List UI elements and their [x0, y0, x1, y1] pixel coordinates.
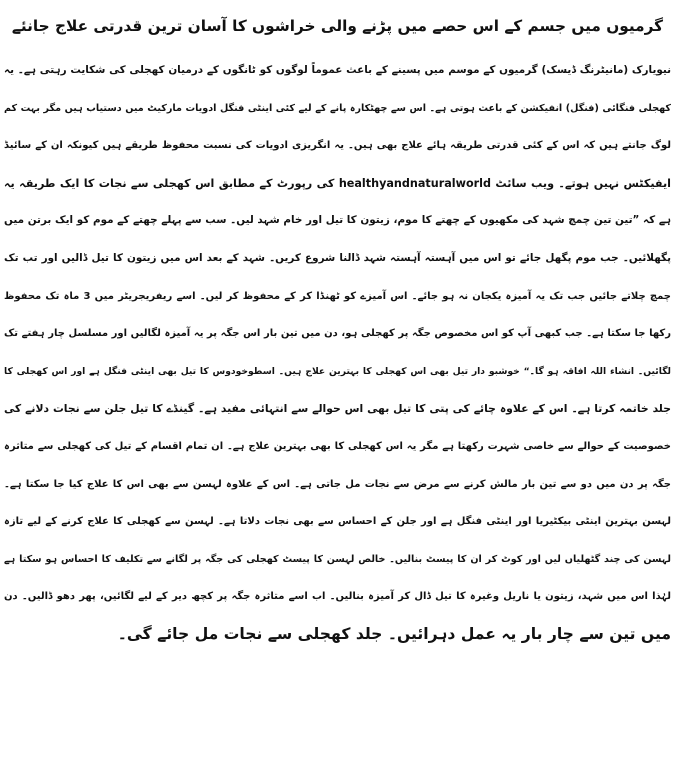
article-line: لہسن کی چند گٹھلیاں لیں اور کوٹ کر ان کا پیسٹ بنالیں۔ خالص لہسن کا پیسٹ کھجلی کی جگہ پر لگانے سے تکلیف کا احساس ہو سکتا ہے	[4, 553, 671, 565]
article-line: لہٰذا اس میں شہد، زیتون یا ناریل وغیرہ کا تیل ڈال کر آمیزہ بنالیں۔ اب اسے متاثرہ جگہ پر کچھ دیر کے لیے لگائیں، پھر دھو ڈالیں۔ دن	[4, 591, 671, 603]
news-article	[4, 6, 671, 654]
article-line: کھجلی فنگائی (فنگل) انفیکشن کے باعث ہوتی ہے۔ اس سے چھٹکارہ پانے کے لیے کئی اینٹی فنگل ادویات مارکیٹ میں دستیاب ہیں مگر بہت کم	[4, 102, 671, 114]
article-headline: گرمیوں میں جسم کے اس حصے میں پڑنے والی خراشوں کا آسان ترین قدرتی علاج جانئے	[11, 17, 663, 35]
article-line: لگائیں۔ انشاء اللہ افاقہ ہو گا۔“ خوشبو دار تیل بھی اس کھجلی کا بہترین علاج ہیں۔ اسطوخودوس کا تیل بھی اینٹی فنگل ہے اور اس کھجلی کا	[4, 365, 671, 377]
article-line: لوگ جانتے ہیں کہ اس کے کئی قدرتی طریقہ ہائے علاج بھی ہیں۔ یہ انگریزی ادویات کی نسبت محفوظ طریقے ہیں کیونکہ ان کے سائیڈ	[4, 140, 671, 152]
article-line: جلد خاتمہ کرتا ہے۔ اس کے علاوہ چائے کی پتی کا تیل بھی اس حوالے سے انتہائی مفید ہے۔ گینڈے کا تیل جلن سے نجات دلانے کی	[4, 402, 671, 416]
article-line: ہے کہ ”تین تین چمچ شہد کی مکھیوں کے چھتے کا موم، زیتون کا تیل اور خام شہد لیں۔ سب سے پہلے چھتے کے موم کو ایک برتن میں	[4, 214, 671, 227]
article-line: جگہ پر دن میں دو سے تین بار مالش کرنے سے مرض سے نجات مل جاتی ہے۔ اس کے علاوہ لہسن سے بھی اس کا علاج کیا جا سکتا ہے۔	[4, 478, 671, 490]
article-line: ایفیکٹس نہیں ہوتے۔ ویب سائٹ healthyandnaturalworld کی رپورٹ کے مطابق اس کھجلی سے نجات کا ایک طریقہ یہ	[4, 176, 671, 190]
article-body	[4, 52, 671, 654]
article-line: لہسن بہترین اینٹی بیکٹیریا اور اینٹی فنگل ہے اور جلن کے احساس سے بھی نجات دلاتا ہے۔ لہسن سے کھجلی کا علاج کرنے کے لیے تازہ	[4, 516, 671, 528]
article-line: میں تین سے چار بار یہ عمل دہرائیں۔ جلد کھجلی سے نجات مل جائے گی۔	[117, 624, 671, 643]
article-line: رکھا جا سکتا ہے۔ جب کبھی آپ کو اس مخصوص جگہ پر کھجلی ہو، دن میں تین بار اس جگہ پر یہ آمیزہ لگالیں اور مسلسل چار ہفتے تک	[4, 328, 671, 340]
article-line: چمچ چلاتے جائیں جب تک یہ آمیزہ یکجان نہ ہو جائے۔ اس آمیزے کو ٹھنڈا کر کے محفوظ کر لیں۔ اسے ریفریجریٹر میں 3 ماہ تک محفوظ	[4, 290, 671, 302]
article-line: نیویارک (مانیٹرنگ ڈیسک) گرمیوں کے موسم میں پسینے کے باعث عموماً لوگوں کو ٹانگوں کے درمیان کھجلی کی شکایت رہتی ہے۔ یہ	[4, 64, 671, 76]
article-line: خصوصیت کے حوالے سے خاصی شہرت رکھتا ہے مگر یہ اس کھجلی کا بھی بہترین علاج ہے۔ ان تمام اقسام کے تیل کی کھجلی سے متاثرہ	[4, 440, 671, 452]
article-line: پگھلائیں۔ جب موم پگھل جائے تو اس میں آہستہ آہستہ شہد ڈالنا شروع کریں۔ شہد کے بعد اس میں زیتون کا تیل ڈالیں اور تب تک	[4, 251, 671, 264]
